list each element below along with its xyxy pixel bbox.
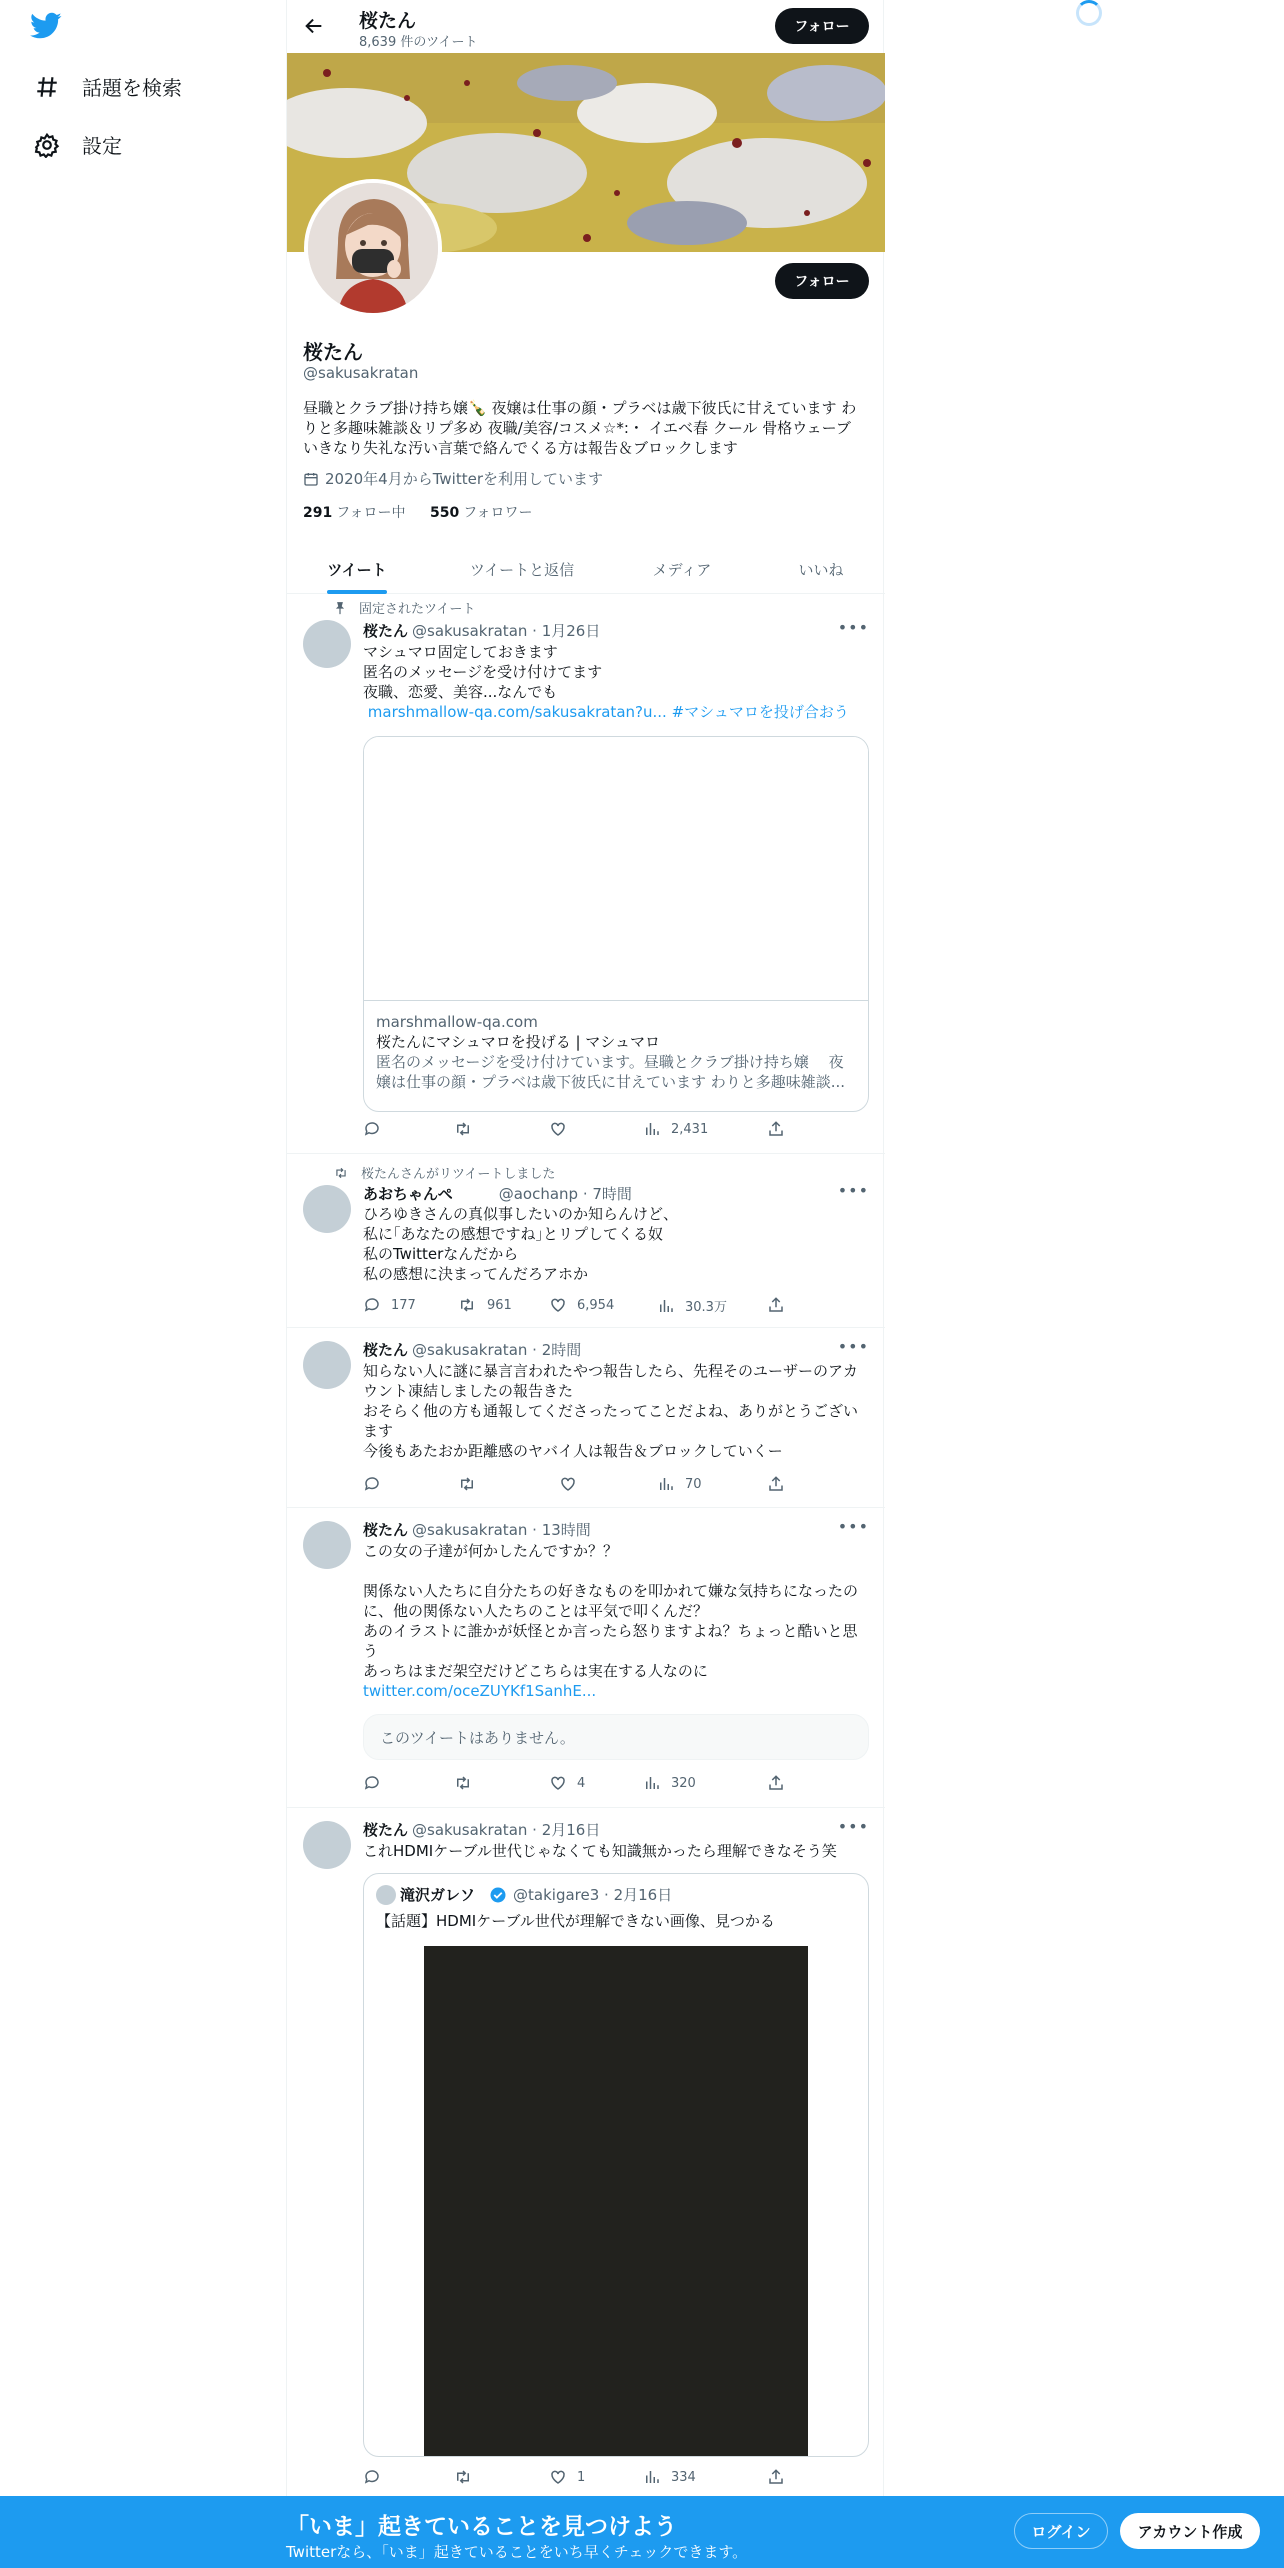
retweet-icon xyxy=(453,2468,473,2486)
followers-link[interactable] xyxy=(430,505,533,521)
hashtag-icon xyxy=(34,74,60,100)
heart-icon xyxy=(549,1296,567,1314)
retweet-button[interactable] xyxy=(453,1774,483,1792)
tab-tweets[interactable] xyxy=(327,544,387,594)
link-card-body xyxy=(364,1001,868,1092)
more-icon[interactable]: ••• xyxy=(837,618,869,637)
loading-spinner-icon xyxy=(1076,0,1102,26)
retweet-button[interactable] xyxy=(457,1296,512,1314)
reply-button[interactable] xyxy=(363,1120,391,1138)
tweet-hashtag[interactable]: #マシュマロを投げ合おう xyxy=(666,703,849,721)
reply-button[interactable] xyxy=(363,1296,416,1314)
avatar[interactable] xyxy=(303,620,351,668)
tweet[interactable] xyxy=(287,1155,885,1328)
profile-handle: @sakusakratan xyxy=(303,364,419,382)
tweet-meta: 桜たん @sakusakratan · 2時間 xyxy=(363,1341,582,1359)
tab-tweets-label: ツイート xyxy=(327,560,387,579)
heart-icon xyxy=(559,1475,577,1493)
retweet-button[interactable] xyxy=(457,1475,487,1493)
quote-tweet[interactable] xyxy=(363,1873,869,2457)
back-arrow-icon[interactable] xyxy=(303,15,325,41)
tweet-author-name[interactable]: 桜たん xyxy=(363,1341,409,1359)
views-count: 70 xyxy=(685,1476,702,1492)
tweet-actions xyxy=(363,1475,793,1495)
share-button[interactable] xyxy=(767,1774,785,1792)
retweet-context xyxy=(333,1163,555,1182)
more-icon[interactable]: ••• xyxy=(837,1181,869,1200)
reply-button[interactable] xyxy=(363,2468,391,2486)
like-button[interactable] xyxy=(549,2468,585,2486)
tweet-time[interactable]: 1月26日 xyxy=(541,622,601,640)
tweet-author-handle[interactable]: @sakusakratan xyxy=(412,1341,528,1359)
retweet-button[interactable] xyxy=(453,1120,483,1138)
retweet-button[interactable] xyxy=(453,2468,483,2486)
profile-stats xyxy=(303,502,533,522)
quote-text: 【話題】HDMIケーブル世代が理解できない画像、見つかる xyxy=(376,1912,775,1930)
tweet-author-name[interactable]: 桜たん xyxy=(363,622,409,640)
tweet-text: 知らない人に謎に暴言言われたやつ報告したら、先程そのユーザーのアカウント凍結しましたの報告きた おそらく他の方も通報してくださったってことだよね、ありがとうございます 今後もあたおか距離感のヤバイ人は報告＆ブロックしていくー xyxy=(363,1362,859,1460)
link-card-image xyxy=(364,737,868,1001)
views-button[interactable] xyxy=(657,1296,727,1315)
heart-icon xyxy=(549,1774,567,1792)
share-icon xyxy=(767,1774,785,1792)
retweet-icon xyxy=(333,1166,349,1180)
like-button[interactable] xyxy=(559,1475,587,1493)
share-button[interactable] xyxy=(767,1120,785,1138)
link-card-description: 匿名のメッセージを受け付けています。昼職とクラブ掛け持ち嬢 夜嬢は仕事の顔・プラベは歳下彼氏に甘えています わりと多趣味雑談... xyxy=(376,1053,846,1091)
chart-bars-icon xyxy=(657,1475,675,1493)
views-button[interactable] xyxy=(643,1120,708,1138)
retweet-icon xyxy=(453,1120,473,1138)
profile-header xyxy=(287,0,885,53)
gear-icon xyxy=(34,132,60,158)
quote-meta: 滝沢ガレソ @takigare3 · 2月16日 xyxy=(376,1884,672,1905)
retweet-context-label: 桜たんさんがリツイートしました xyxy=(361,1167,556,1182)
followers-label: フォロワー xyxy=(463,505,533,521)
reply-icon xyxy=(363,1296,381,1314)
profile-bio: 昼職とクラブ掛け持ち嬢🍾 夜嬢は仕事の顔・プラベは歳下彼氏に甘えています わりと多趣味雑談＆リプ多め 夜職/美容/コスメ☆*:・ イエベ春 クール 骨格ウェーブ いきなり失礼な汚い言葉で絡んでくる方は報告＆ブロックします xyxy=(303,399,857,457)
tweet-actions xyxy=(363,2468,793,2488)
profile-joined xyxy=(303,468,603,489)
tab-media[interactable] xyxy=(647,544,717,594)
quote-time: 2月16日 xyxy=(613,1886,673,1904)
like-button[interactable] xyxy=(549,1774,585,1792)
like-count: 6,954 xyxy=(577,1297,615,1313)
reply-button[interactable] xyxy=(363,1475,391,1493)
tweet[interactable] xyxy=(287,594,885,1154)
views-count: 320 xyxy=(671,1775,696,1791)
more-icon[interactable]: ••• xyxy=(837,1337,869,1356)
header-name: 桜たん xyxy=(359,10,417,32)
quote-author-handle: @takigare3 xyxy=(513,1885,600,1904)
pinned-label: 固定されたツイート xyxy=(359,602,476,617)
tab-media-label: メディア xyxy=(652,560,712,579)
retweet-icon xyxy=(457,1296,477,1314)
retweet-icon xyxy=(457,1475,477,1493)
tweet-author-name[interactable]: あおちゃんぺ xyxy=(363,1185,453,1203)
verified-badge-icon xyxy=(489,1886,507,1904)
signup-bar-title: 「いま」起きていることを見つけよう xyxy=(286,2514,677,2540)
tab-likes[interactable] xyxy=(791,544,851,594)
tweet[interactable] xyxy=(287,1509,885,1808)
tweet-author-name[interactable]: 桜たん xyxy=(363,1521,409,1539)
tweet-text: これHDMIケーブル世代じゃなくても知識無かったら理解できなそう笑 xyxy=(363,1842,837,1860)
tweet-link[interactable]: marshmallow-qa.com/sakusakratan?u... xyxy=(363,703,667,721)
quote-author-name: 滝沢ガレソ xyxy=(400,1886,476,1904)
views-count: 30.3万 xyxy=(685,1300,727,1315)
header-follow-button[interactable]: フォロー xyxy=(775,8,869,44)
share-button[interactable] xyxy=(767,2468,785,2486)
share-button[interactable] xyxy=(767,1475,785,1493)
nav-explore[interactable] xyxy=(34,72,182,101)
views-count: 2,431 xyxy=(671,1121,709,1137)
tweet-time[interactable]: 7時間 xyxy=(592,1185,632,1203)
tweet-author-handle[interactable]: @sakusakratan xyxy=(412,1821,528,1839)
tweet-body: この女の子達が何かしたんですか？？ 関係ない人たちに自分たちの好きなものを叩かれて嫌な気持ちになったのに、他の関係ない人たちのことは平気で叩くんだ？ あのイラストに誰かが妖怪とか言ったら怒りますよね？ちょっと酷いと思う あっちはまだ架空だけどこちらは実在する人なのに xyxy=(363,1542,859,1680)
pin-icon xyxy=(333,601,347,615)
nav-explore-label: 話題を検索 xyxy=(82,76,182,100)
nav-settings-label: 設定 xyxy=(82,134,122,158)
share-button[interactable] xyxy=(767,1296,785,1314)
reply-icon xyxy=(363,1475,381,1493)
more-icon[interactable]: ••• xyxy=(837,1817,869,1836)
share-icon xyxy=(767,2468,785,2486)
tweet-time[interactable]: 13時間 xyxy=(541,1521,591,1539)
profile-avatar[interactable] xyxy=(304,179,442,317)
retweet-count: 961 xyxy=(487,1297,512,1313)
tab-replies[interactable] xyxy=(467,544,577,594)
profile-tabs xyxy=(287,544,885,594)
pinned-context xyxy=(333,598,475,617)
quote-image[interactable] xyxy=(424,1946,808,2457)
header-tweet-count: 8,639 件のツイート xyxy=(359,35,478,50)
tweet-text xyxy=(363,642,869,722)
share-icon xyxy=(767,1475,785,1493)
retweet-icon xyxy=(453,1774,473,1792)
avatar[interactable] xyxy=(303,1341,351,1389)
share-icon xyxy=(767,1296,785,1314)
like-button[interactable] xyxy=(549,1296,614,1314)
avatar[interactable] xyxy=(303,1185,351,1233)
nav-settings[interactable] xyxy=(34,130,122,159)
profile-follow-button[interactable]: フォロー xyxy=(775,263,869,299)
reply-count: 177 xyxy=(391,1297,416,1313)
more-icon[interactable]: ••• xyxy=(837,1517,869,1536)
chart-bars-icon xyxy=(643,1120,661,1138)
link-card-domain: marshmallow-qa.com xyxy=(376,1013,538,1031)
tweet-actions xyxy=(363,1120,793,1140)
tweet-time[interactable]: 2時間 xyxy=(541,1341,582,1359)
heart-icon xyxy=(549,1120,567,1138)
chart-bars-icon xyxy=(643,1774,661,1792)
tweet-meta: 桜たん @sakusakratan · 13時間 xyxy=(363,1521,591,1539)
main-column xyxy=(286,0,884,2568)
followers-count: 550 xyxy=(430,505,460,521)
following-link[interactable] xyxy=(303,505,406,521)
tweet-author-handle[interactable]: @sakusakratan xyxy=(412,1521,528,1539)
heart-icon xyxy=(549,2468,567,2486)
like-count: 4 xyxy=(577,1775,586,1791)
tweet-author-name[interactable]: 桜たん xyxy=(363,1821,409,1839)
views-count: 334 xyxy=(671,2469,696,2485)
views-button[interactable] xyxy=(643,2468,696,2486)
like-count: 1 xyxy=(577,2469,586,2485)
link-card-title: 桜たんにマシュマロを投げる | マシュマロ xyxy=(376,1033,660,1051)
tweet-link[interactable]: twitter.com/oceZUYKf1SanhE... xyxy=(363,1682,597,1700)
signup-bar xyxy=(0,2496,1284,2568)
tweet-meta: 桜たん @sakusakratan · 2月16日 xyxy=(363,1821,601,1839)
tweet-meta: あおちゃんぺ @aochanp · 7時間 xyxy=(363,1185,632,1203)
tweet-author-handle[interactable]: @aochanp xyxy=(498,1185,579,1203)
profile-joined-text: 2020年4月からTwitterを利用しています xyxy=(325,470,603,488)
following-count: 291 xyxy=(303,505,333,521)
signup-bar-subtitle: Twitterなら、「いま」起きていることをいち早くチェックできます。 xyxy=(286,2543,748,2561)
following-label: フォロー中 xyxy=(336,505,406,521)
reply-icon xyxy=(363,2468,381,2486)
tweet-actions xyxy=(363,1296,793,1316)
like-button[interactable] xyxy=(549,1120,577,1138)
link-card[interactable] xyxy=(363,736,869,1112)
tweet[interactable] xyxy=(287,1329,885,1508)
share-icon xyxy=(767,1120,785,1138)
avatar[interactable] xyxy=(303,1521,351,1569)
login-button[interactable]: ログイン xyxy=(1014,2513,1108,2549)
quote-avatar xyxy=(376,1885,396,1905)
tweet-body: マシュマロ固定しておきます 匿名のメッセージを受け付けてます 夜職、恋愛、美容...なんでも xyxy=(363,643,603,701)
twitter-logo-icon[interactable] xyxy=(30,12,62,44)
tweet[interactable] xyxy=(287,1809,885,2496)
tweet-text xyxy=(363,1541,869,1701)
calendar-icon xyxy=(303,471,319,487)
profile-name: 桜たん xyxy=(303,340,363,364)
tab-replies-label: ツイートと返信 xyxy=(469,560,575,579)
tweet-meta: 桜たん @sakusakratan · 1月26日 xyxy=(363,622,601,640)
views-button[interactable] xyxy=(657,1475,702,1493)
tweet-time[interactable]: 2月16日 xyxy=(541,1821,601,1839)
signup-button[interactable]: アカウント作成 xyxy=(1120,2513,1260,2549)
tweet-actions xyxy=(363,1774,793,1794)
reply-button[interactable] xyxy=(363,1774,391,1792)
reply-icon xyxy=(363,1120,381,1138)
unavailable-quote: このツイートはありません。 xyxy=(363,1714,869,1760)
tweet-text: ひろゆきさんの真似事したいのか知らんけど、 私に｢あなたの感想ですね｣とリプしてくる奴 私のTwitterなんだから 私の感想に決まってんだろアホか xyxy=(363,1205,679,1283)
chart-bars-icon xyxy=(657,1297,675,1315)
tab-likes-label: いいね xyxy=(798,560,844,579)
reply-icon xyxy=(363,1774,381,1792)
avatar[interactable] xyxy=(303,1821,351,1869)
views-button[interactable] xyxy=(643,1774,696,1792)
chart-bars-icon xyxy=(643,2468,661,2486)
tweet-author-handle[interactable]: @sakusakratan xyxy=(412,622,528,640)
